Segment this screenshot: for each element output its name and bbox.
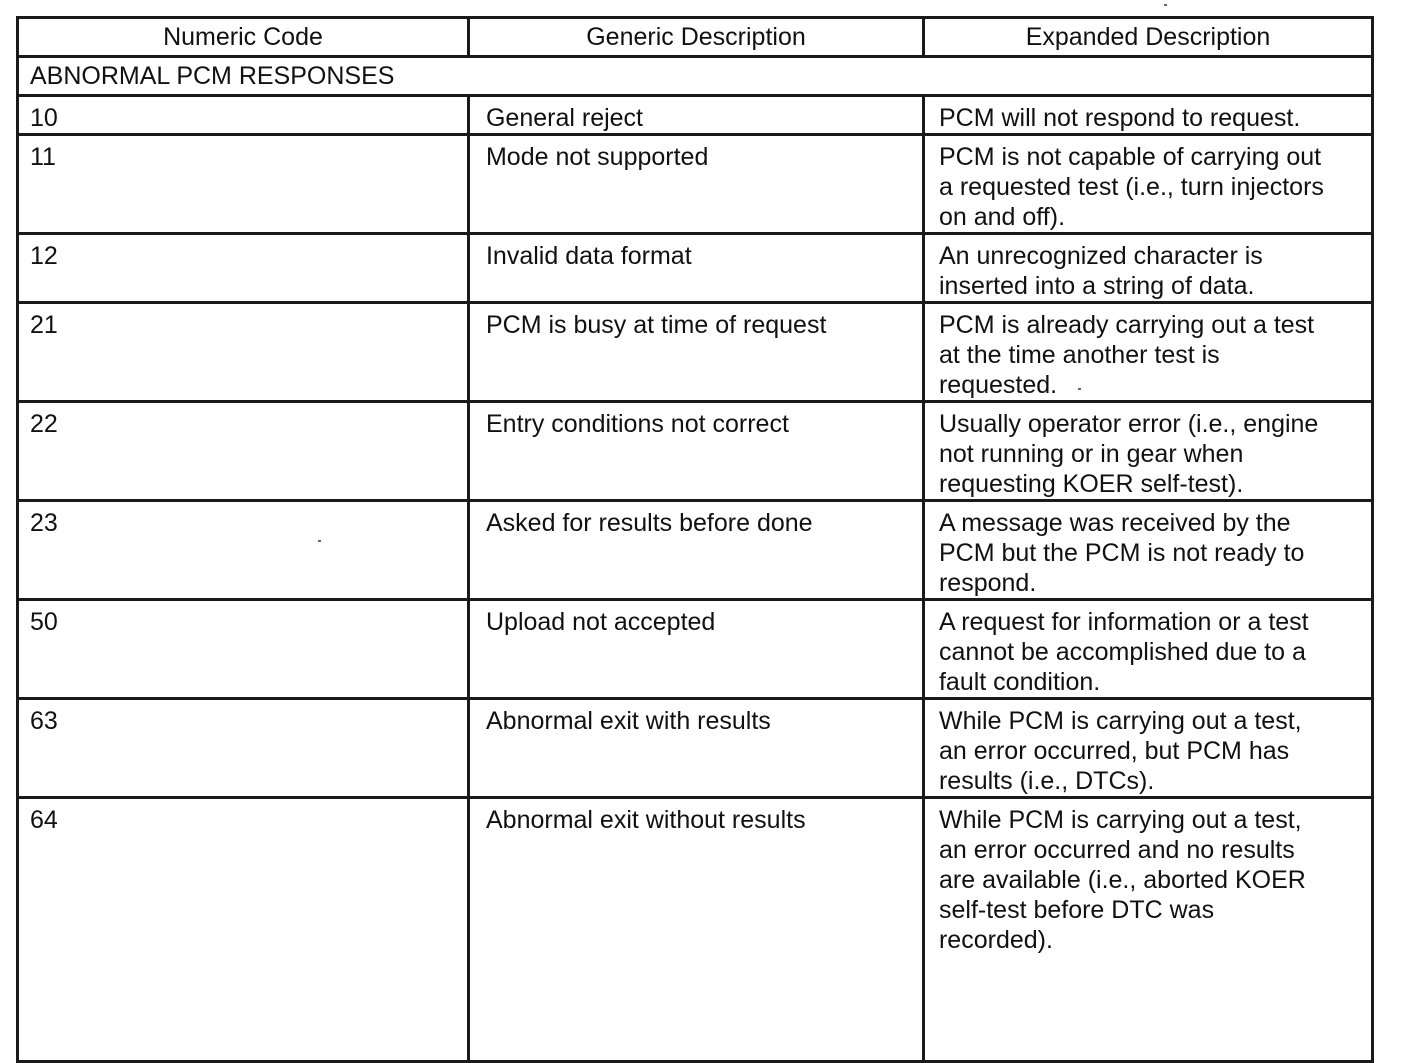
pcm-response-table — [16, 16, 1374, 1063]
expanded-description-cell: While PCM is carrying out a test, an error occurred, but PCM has results (i.e., DTCs). — [923, 699, 1372, 798]
table-row — [18, 798, 1373, 1062]
header-row — [18, 18, 1373, 57]
expanded-description-cell: A request for information or a test cannot be accomplished due to a fault condition. — [923, 600, 1372, 699]
expanded-description-cell: PCM will not respond to request. — [923, 96, 1372, 135]
header-numeric-code: Numeric Code — [18, 18, 469, 57]
section-row — [18, 57, 1373, 96]
expanded-description-cell: An unrecognized character is inserted into a string of data. — [923, 234, 1372, 303]
scan-speck — [1078, 388, 1081, 390]
code-cell: 50 — [18, 600, 469, 699]
scan-speck — [318, 540, 321, 542]
table-row — [18, 699, 1373, 798]
generic-description-cell: Upload not accepted — [468, 600, 923, 699]
code-cell: 23 — [18, 501, 469, 600]
code-cell: 12 — [18, 234, 469, 303]
expanded-description-cell: PCM is already carrying out a test at the time another test is requested. — [923, 303, 1372, 402]
table-row — [18, 303, 1373, 402]
expanded-description-cell: A message was received by the PCM but the PCM is not ready to respond. — [923, 501, 1372, 600]
generic-description-cell: Entry conditions not correct — [468, 402, 923, 501]
generic-description-cell: Abnormal exit with results — [468, 699, 923, 798]
expanded-description-cell: Usually operator error (i.e., engine not running or in gear when requesting KOER self-test). — [923, 402, 1372, 501]
code-cell: 22 — [18, 402, 469, 501]
generic-description-cell: Mode not supported — [468, 135, 923, 234]
generic-description-cell: Asked for results before done — [468, 501, 923, 600]
code-cell: 63 — [18, 699, 469, 798]
code-cell: 10 — [18, 96, 469, 135]
code-cell: 11 — [18, 135, 469, 234]
code-cell: 21 — [18, 303, 469, 402]
table-row — [18, 600, 1373, 699]
table-row — [18, 402, 1373, 501]
expanded-description-cell: While PCM is carrying out a test, an error occurred and no results are available (i.e., aborted KOER self-test before DTC was recorded). — [923, 798, 1372, 1062]
generic-description-cell: Abnormal exit without results — [468, 798, 923, 1062]
header-generic-description: Generic Description — [468, 18, 923, 57]
table-row — [18, 234, 1373, 303]
table-row — [18, 135, 1373, 234]
table-row — [18, 501, 1373, 600]
scan-speck — [1164, 4, 1167, 6]
expanded-description-cell: PCM is not capable of carrying out a requested test (i.e., turn injectors on and off). — [923, 135, 1372, 234]
generic-description-cell: PCM is busy at time of request — [468, 303, 923, 402]
table-row — [18, 96, 1373, 135]
generic-description-cell: Invalid data format — [468, 234, 923, 303]
section-title: ABNORMAL PCM RESPONSES — [18, 57, 1373, 96]
header-expanded-description: Expanded Description — [923, 18, 1372, 57]
generic-description-cell: General reject — [468, 96, 923, 135]
code-cell: 64 — [18, 798, 469, 1062]
